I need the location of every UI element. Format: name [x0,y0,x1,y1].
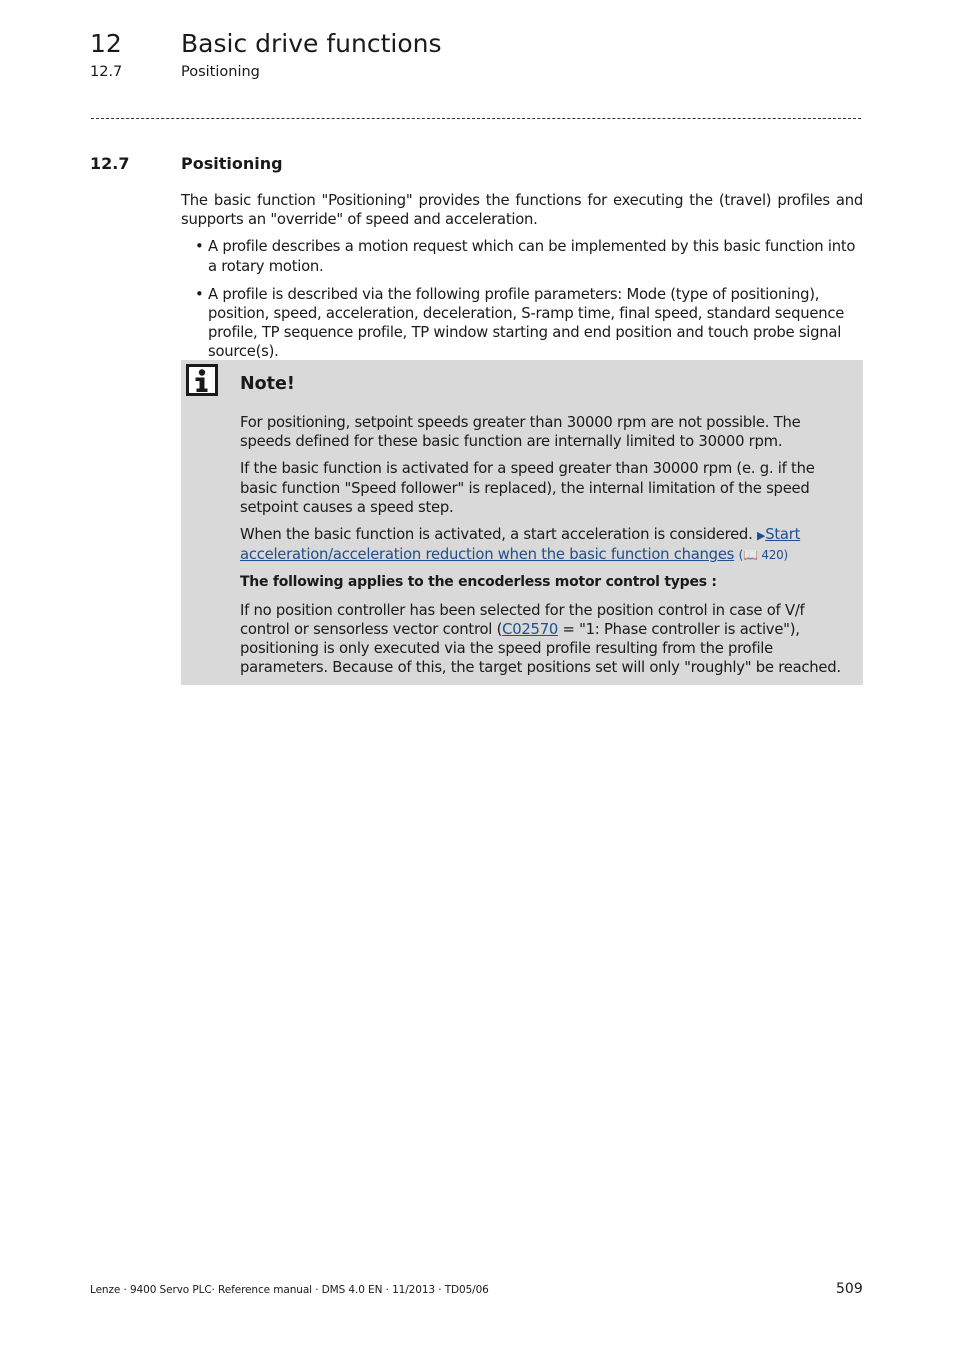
header-divider [91,118,861,119]
bullet-icon: • [195,238,204,256]
section-number: 12.7 [90,154,130,173]
running-section-title: Positioning [181,64,260,80]
start-acceleration-text: When the basic function is activated, a start acceleration is considered. [240,526,753,544]
footer-document-info: Lenze · 9400 Servo PLC· Reference manual · DMS 4.0 EN · 11/2013 · TD05/06 [90,1284,489,1296]
note-paragraph-speed-limit: For positioning, setpoint speeds greater than 30000 rpm are not possible. The speeds defined for these basic function are internally limited to 30000 rpm. [240,414,801,451]
chapter-number: 12 [90,29,122,58]
position-controller-text-end: = "1: Phase controller is active"), positioning is only executed via the speed profile resulting from the profile parameters. Because of this, the target positions set will only "roughly" be reached. [240,620,841,677]
position-controller-text-start: If no position controller has been selected for the position control in case of V/f control or sensorless vector control ( [240,601,805,638]
list-item [181,285,863,362]
list-item-text: A profile is described via the following profile parameters: Mode (type of positioning), position, speed, acceleration, deceleration, S-ramp time, final speed, standard sequence profile, TP sequence profile, TP window starting and end position and touch probe signal source(s). [208,285,845,361]
c02570-link[interactable]: C02570 [502,620,559,638]
chapter-title: Basic drive functions [181,29,442,58]
section-body [181,191,863,371]
list-item-text: A profile describes a motion request which can be implemented by this basic function into a rotary motion. [208,238,856,275]
section-heading: Positioning [181,154,283,173]
page-number: 509 [836,1281,863,1297]
note-heading: Note! [240,374,295,394]
info-icon [186,364,218,396]
note-paragraph-position-controller [240,601,846,678]
intro-paragraph: The basic function "Positioning" provides the functions for executing the (travel) profiles and supports an "override" of speed and acceleration. [181,192,863,229]
start-acceleration-link[interactable]: Start acceleration/acceleration reduction when the basic function changes [240,526,801,564]
list-item [181,237,863,275]
note-paragraph-start-acceleration [240,525,846,565]
note-paragraph-speed-step: If the basic function is activated for a speed greater than 30000 rpm (e. g. if the basic function "Speed follower" is replaced), the internal limitation of the speed setpoint causes a speed step. [240,460,815,516]
link-arrow-icon: ▶ [757,529,766,543]
note-content [240,413,846,685]
profile-bullet-list [181,237,863,361]
page-ref-open: ( [738,548,744,563]
encoderless-heading: The following applies to the encoderless motor control types : [240,574,717,591]
book-icon: 📖 [743,548,758,563]
running-section-number: 12.7 [90,64,123,80]
bullet-icon: • [195,285,204,303]
page-reference[interactable] [739,548,788,562]
page-ref-number: 420) [761,548,788,563]
note-box [181,360,863,685]
